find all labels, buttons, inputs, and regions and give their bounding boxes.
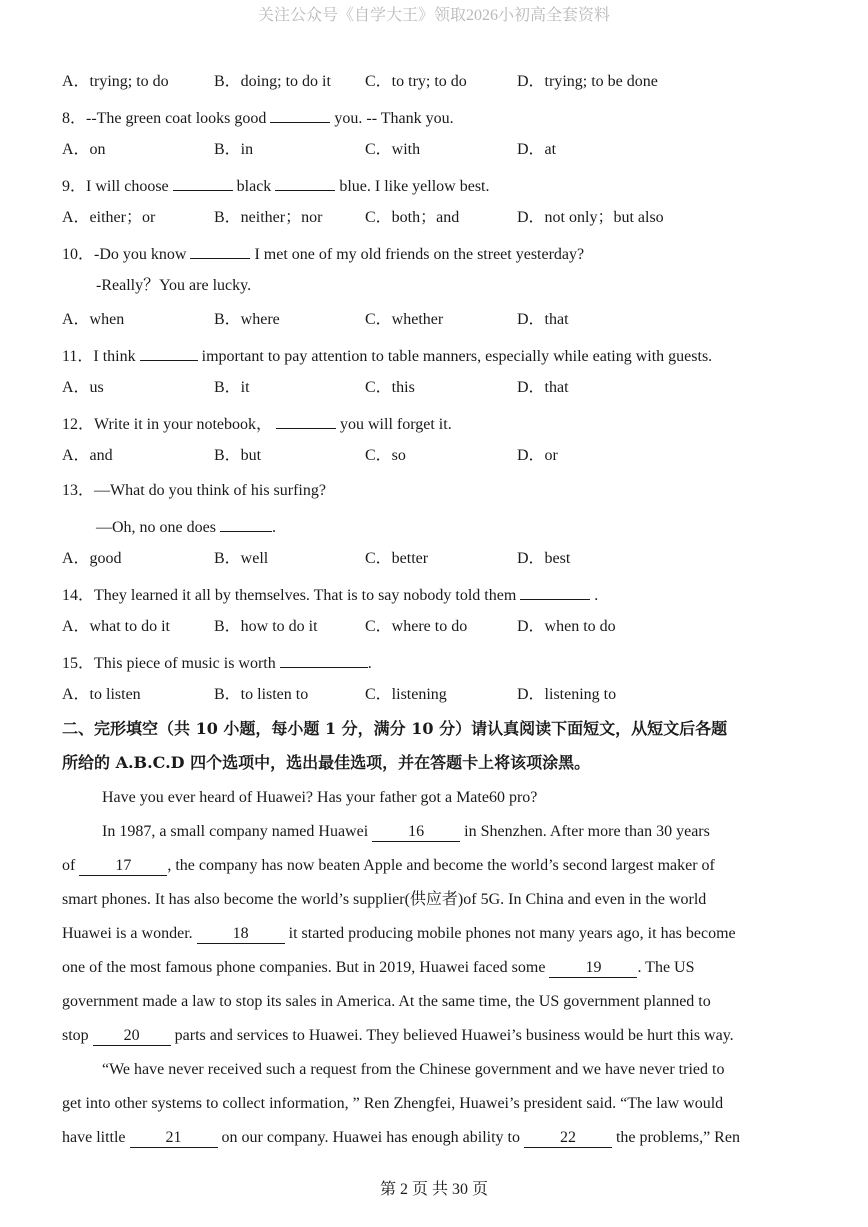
blank-17: 17 bbox=[79, 857, 167, 876]
passage-text: it started producing mobile phones not many years ago, it has become bbox=[288, 925, 736, 942]
q13-blank bbox=[220, 515, 272, 532]
q9-blank-1 bbox=[173, 174, 233, 191]
passage-text: one of the most famous phone companies. But in 2019, Huawei faced some bbox=[62, 959, 546, 976]
q8-option-b: B．in bbox=[214, 141, 254, 158]
passage-line-4: smart phones. It has also become the world’s supplier(供应者)of 5G. In China and even in the world bbox=[62, 891, 707, 908]
q10-stem bbox=[62, 242, 584, 265]
q10-line2: -Really？You are lucky. bbox=[96, 277, 252, 294]
q12-option-b: B．but bbox=[214, 447, 262, 464]
q13-text-pre: —Oh, no one does bbox=[96, 519, 216, 536]
q10-option-d: D．that bbox=[517, 311, 569, 328]
q15-option-c: C．listening bbox=[365, 686, 447, 703]
blank-22: 22 bbox=[524, 1129, 612, 1148]
passage-text: . The US bbox=[637, 959, 695, 976]
passage-text: of bbox=[62, 857, 76, 874]
q10-text-pre: 10．-Do you know bbox=[62, 246, 187, 263]
passage-line-3 bbox=[62, 856, 715, 876]
passage-line-8 bbox=[62, 1026, 734, 1046]
q9-option-c: C．both；and bbox=[365, 209, 460, 226]
q14-stem bbox=[62, 583, 598, 606]
q11-option-b: B．it bbox=[214, 379, 250, 396]
q10-blank bbox=[190, 242, 250, 259]
passage-text: , the company has now beaten Apple and become the world’s second largest maker of bbox=[167, 857, 715, 874]
q11-option-d: D．that bbox=[517, 379, 569, 396]
q12-text-post: you will forget it. bbox=[340, 416, 452, 433]
passage-text: the problems,” Ren bbox=[615, 1129, 740, 1146]
passage-text: stop bbox=[62, 1027, 89, 1044]
q8-stem bbox=[62, 106, 454, 129]
q8-option-d: D．at bbox=[517, 141, 557, 158]
passage-line-1: Have you ever heard of Huawei? Has your father got a Mate60 pro? bbox=[102, 789, 538, 806]
header-watermark: 关注公众号《自学大王》领取2026小初高全套资料 bbox=[257, 7, 610, 24]
q8-option-c: C．with bbox=[365, 141, 421, 158]
q12-option-a: A．and bbox=[62, 447, 113, 464]
q12-option-c: C．so bbox=[365, 447, 406, 464]
passage-line-9: “We have never received such a request from the Chinese government and we have never tried to bbox=[102, 1061, 725, 1078]
q11-blank bbox=[140, 344, 198, 361]
section2-heading-line1: 二、完形填空（共 10 小题，每小题 1 分，满分 10 分）请认真阅读下面短文，从短文后各题 bbox=[62, 719, 728, 738]
q15-text-post: . bbox=[367, 655, 372, 672]
passage-text: Huawei is a wonder. bbox=[62, 925, 193, 942]
passage-line-2 bbox=[102, 822, 710, 842]
passage-text: parts and services to Huawei. They believed Huawei’s business would be hurt this way. bbox=[174, 1027, 734, 1044]
q8-text-post: you. -- Thank you. bbox=[334, 110, 454, 127]
passage-line-5 bbox=[62, 924, 736, 944]
q9-option-a: A．either；or bbox=[62, 209, 156, 226]
q11-option-a: A．us bbox=[62, 379, 104, 396]
q9-stem bbox=[62, 174, 490, 197]
q12-text-pre: 12．Write it in your notebook， bbox=[62, 416, 272, 433]
q11-option-c: C．this bbox=[365, 379, 415, 396]
passage-text: on our company. Huawei has enough ability to bbox=[221, 1129, 520, 1146]
q10-text-post: I met one of my old friends on the street yesterday? bbox=[254, 246, 585, 263]
passage-line-11 bbox=[62, 1128, 740, 1148]
q9-text-mid: black bbox=[236, 178, 272, 195]
q13-text-post: . bbox=[271, 519, 276, 536]
q14-option-d: D．when to do bbox=[517, 618, 616, 635]
q15-stem bbox=[62, 651, 372, 674]
q14-option-c: C．where to do bbox=[365, 618, 468, 635]
q9-text-pre: 9．I will choose bbox=[62, 178, 169, 195]
blank-19: 19 bbox=[549, 959, 637, 978]
q9-option-d: D．not only；but also bbox=[517, 209, 664, 226]
q15-option-d: D．listening to bbox=[517, 686, 617, 703]
q14-text-post: . bbox=[594, 587, 599, 604]
q14-blank bbox=[520, 583, 590, 600]
q15-text-pre: 15．This piece of music is worth bbox=[62, 655, 276, 672]
q7-option-d: D．trying; to be done bbox=[517, 73, 658, 90]
q15-blank bbox=[280, 651, 368, 668]
q7-option-b: B．doing; to do it bbox=[214, 73, 331, 90]
q8-blank bbox=[270, 106, 330, 123]
q9-text-post: blue. I like yellow best. bbox=[339, 178, 490, 195]
passage-line-10: get into other systems to collect information, ” Ren Zhengfei, Huawei’s president said. “The law would bbox=[62, 1095, 724, 1112]
q12-option-d: D．or bbox=[517, 447, 558, 464]
q11-stem bbox=[62, 344, 712, 367]
q9-option-b: B．neither；nor bbox=[214, 209, 323, 226]
q12-stem bbox=[62, 412, 452, 435]
q14-option-b: B．how to do it bbox=[214, 618, 318, 635]
q13-option-d: D．best bbox=[517, 550, 571, 567]
q13-option-c: C．better bbox=[365, 550, 429, 567]
q13-line2 bbox=[96, 515, 276, 538]
q13-option-a: A．good bbox=[62, 550, 122, 567]
blank-20: 20 bbox=[93, 1027, 171, 1046]
passage-text: In 1987, a small company named Huawei bbox=[102, 823, 369, 840]
q14-text-pre: 14．They learned it all by themselves. That is to say nobody told them bbox=[62, 587, 517, 604]
q13-option-b: B．well bbox=[214, 550, 269, 567]
q10-option-c: C．whether bbox=[365, 311, 444, 328]
q9-blank-2 bbox=[275, 174, 335, 191]
q12-blank bbox=[276, 412, 336, 429]
blank-18: 18 bbox=[197, 925, 285, 944]
q10-option-b: B．where bbox=[214, 311, 280, 328]
q13-line1: 13．—What do you think of his surfing? bbox=[62, 482, 326, 499]
passage-text: in Shenzhen. After more than 30 years bbox=[464, 823, 710, 840]
blank-21: 21 bbox=[130, 1129, 218, 1148]
passage-line-7: government made a law to stop its sales in America. At the same time, the US government planned to bbox=[62, 993, 711, 1010]
q15-option-a: A．to listen bbox=[62, 686, 141, 703]
q8-option-a: A．on bbox=[62, 141, 106, 158]
q11-text-pre: 11．I think bbox=[62, 348, 136, 365]
q15-option-b: B．to listen to bbox=[214, 686, 309, 703]
page-footer: 第 2 页 共 30 页 bbox=[379, 1181, 488, 1198]
passage-text: have little bbox=[62, 1129, 126, 1146]
q7-option-c: C．to try; to do bbox=[365, 73, 467, 90]
q11-text-post: important to pay attention to table manners, especially while eating with guests. bbox=[201, 348, 713, 365]
passage-line-6 bbox=[62, 958, 695, 978]
q8-text-pre: 8．--The green coat looks good bbox=[62, 110, 267, 127]
section2-heading-line2: 所给的 A.B.C.D 四个选项中，选出最佳选项，并在答题卡上将该项涂黑。 bbox=[62, 753, 591, 772]
q10-option-a: A．when bbox=[62, 311, 125, 328]
q7-option-a: A．trying; to do bbox=[62, 73, 169, 90]
blank-16: 16 bbox=[372, 823, 460, 842]
q14-option-a: A．what to do it bbox=[62, 618, 170, 635]
